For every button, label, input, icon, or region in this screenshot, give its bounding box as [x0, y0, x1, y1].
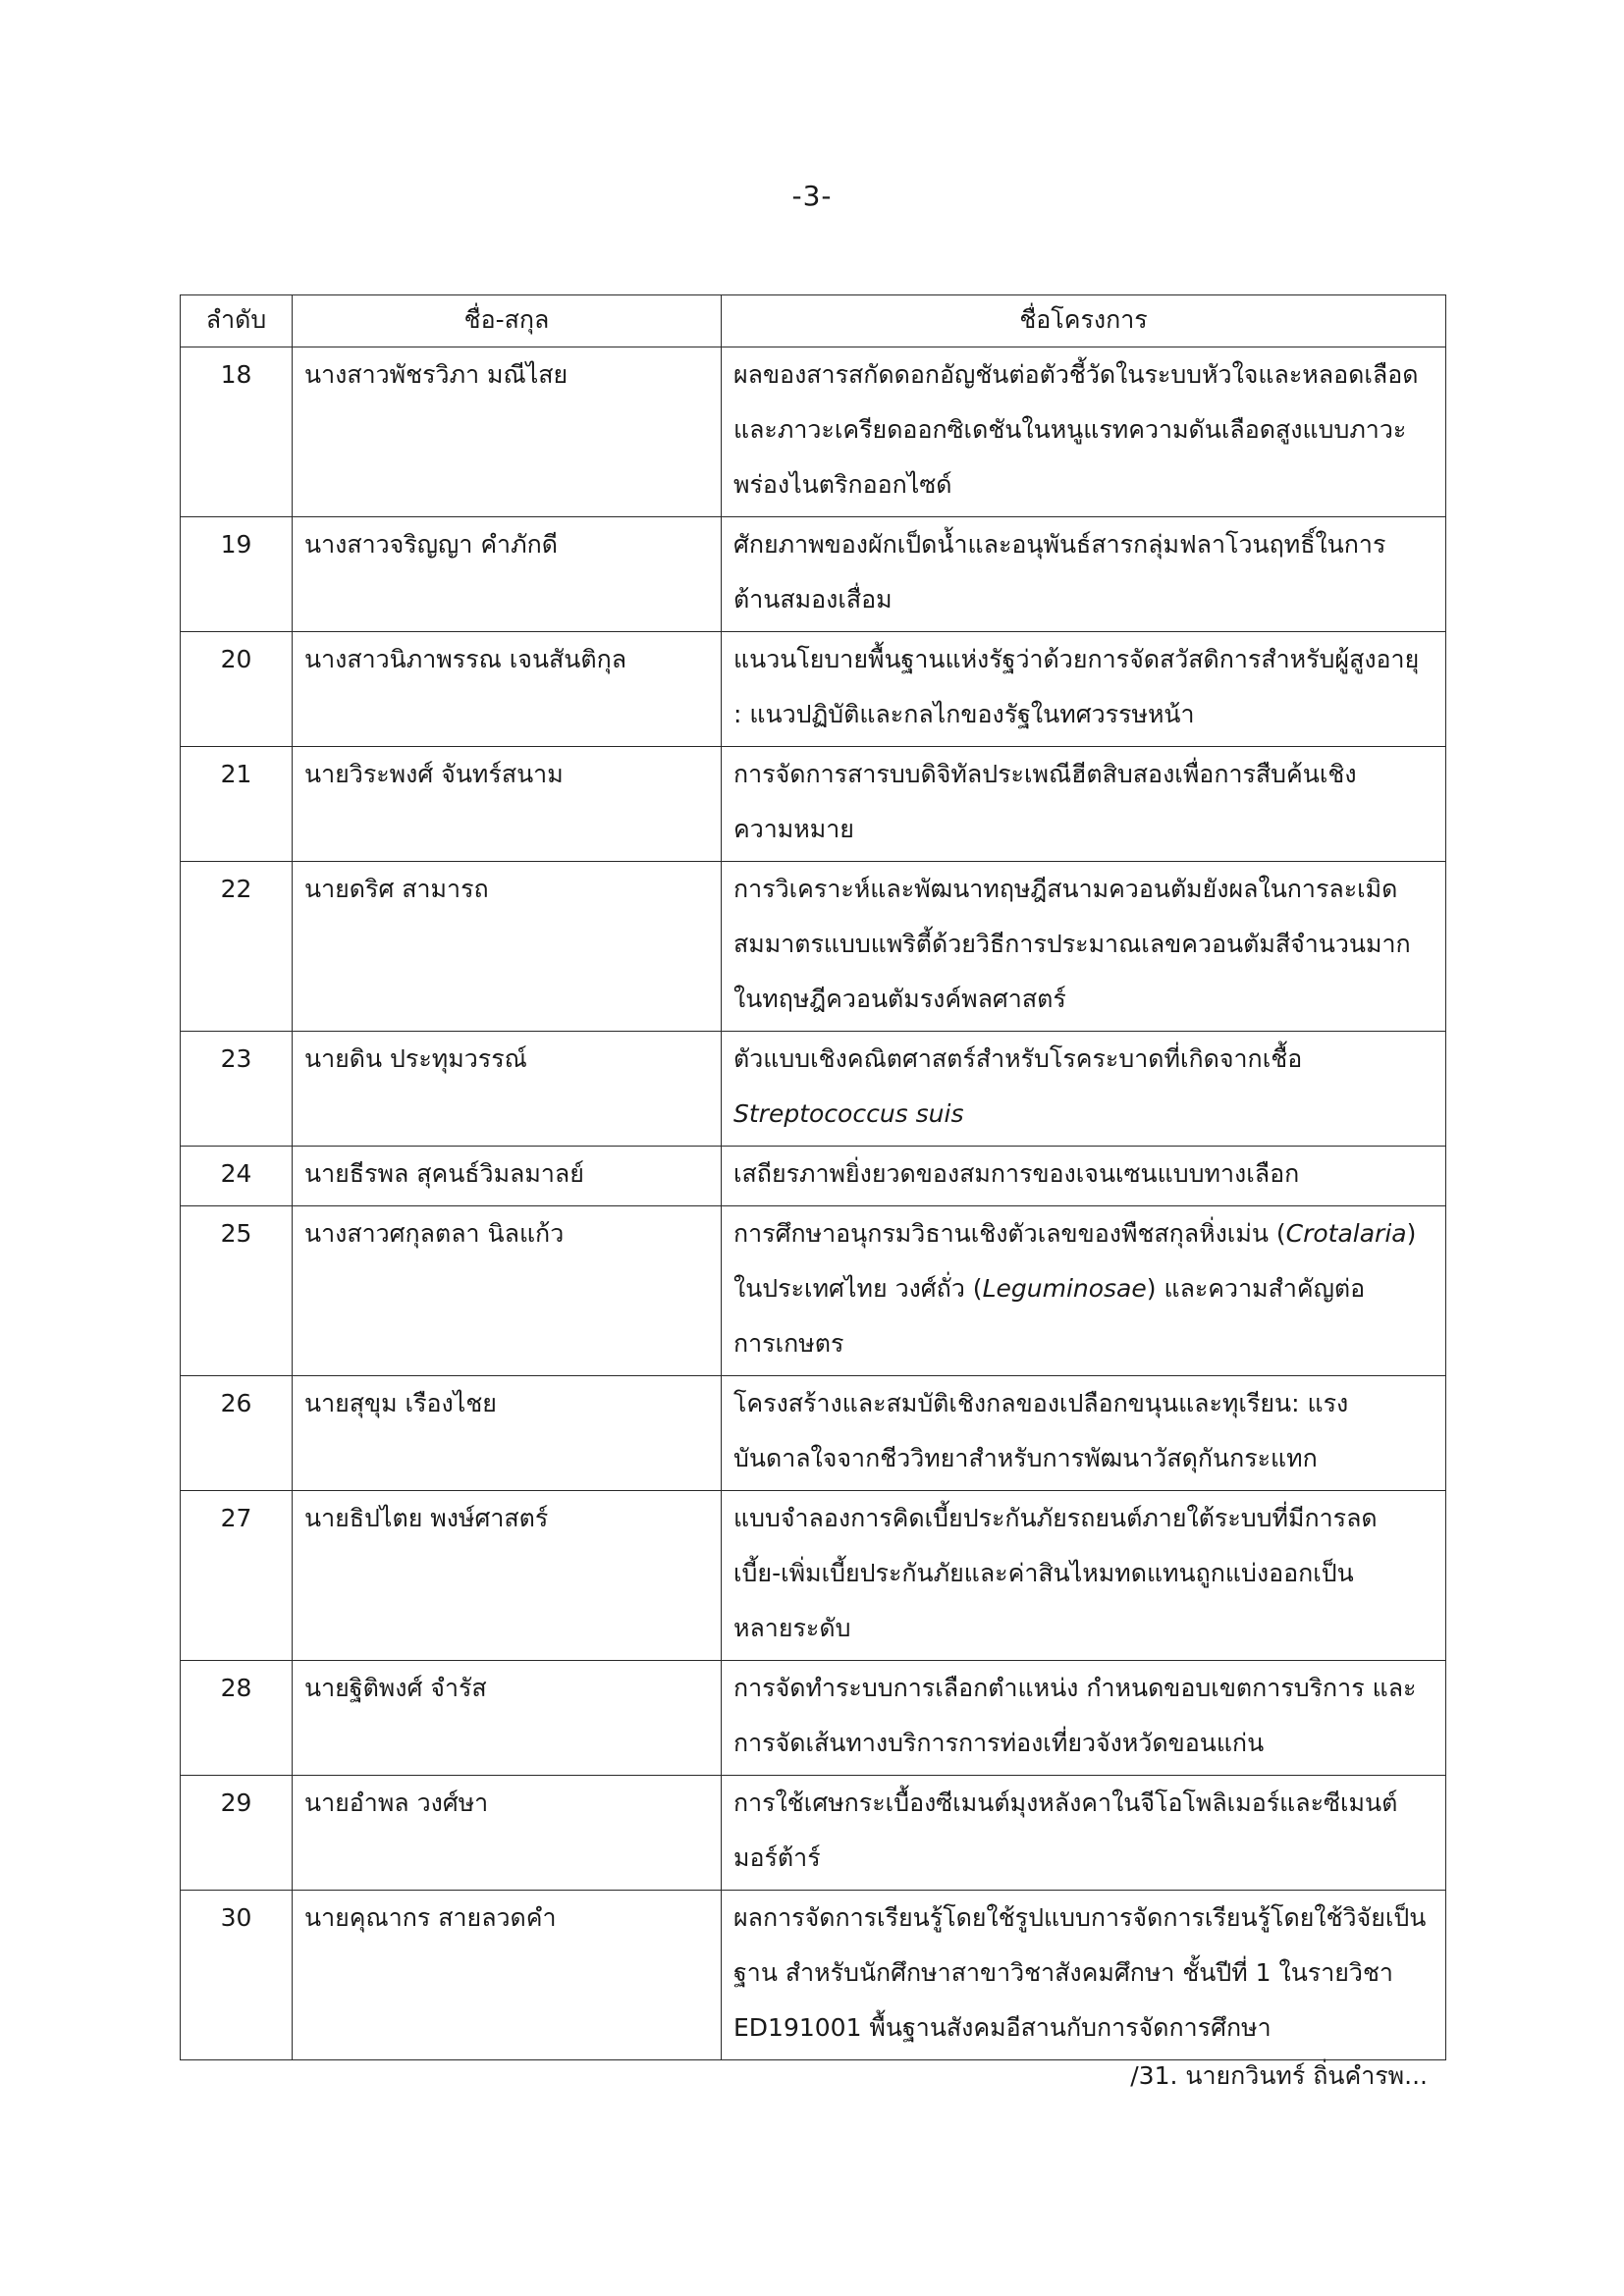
full-name-cell: นายสุขุม เรืองไชย: [293, 1376, 722, 1491]
project-title-line: [733, 1261, 1434, 1316]
project-title-text: ผลการจัดการเรียนรู้โดยใช้รูปแบบการจัดการเรียนรู้โดยใช้วิจัยเป็น: [733, 1903, 1427, 1932]
full-name-cell: นายอำพล วงศ์ษา: [293, 1776, 722, 1891]
project-title-text: ): [1406, 1219, 1417, 1248]
project-title-line: [733, 402, 1434, 457]
order-number-cell: 20: [181, 632, 293, 747]
project-title-cell: [722, 747, 1446, 862]
project-title-line: [733, 347, 1434, 402]
project-title-cell: [722, 1661, 1446, 1776]
project-title-text: พร่องไนตริกออกไซด์: [733, 470, 952, 499]
project-title-text: ในทฤษฎีควอนตัมรงค์พลศาสตร์: [733, 985, 1066, 1013]
table-body: [181, 347, 1446, 2060]
table-row: [181, 747, 1446, 862]
project-title-line: [733, 687, 1434, 742]
order-number-cell: 22: [181, 862, 293, 1032]
project-title-cell: [722, 1032, 1446, 1147]
full-name-cell: นางสาวนิภาพรรณ เจนสันติกุล: [293, 632, 722, 747]
project-title-line: [733, 802, 1434, 857]
project-title-text: ) และความสำคัญต่อ: [1146, 1274, 1366, 1303]
project-title-text: การวิเคราะห์และพัฒนาทฤษฎีสนามควอนตัมยังผลในการละเมิด: [733, 875, 1398, 903]
table-row: [181, 517, 1446, 632]
table-row: [181, 1776, 1446, 1891]
page-number: -3-: [791, 180, 833, 212]
order-number-cell: 18: [181, 347, 293, 517]
project-title-line: [733, 1661, 1434, 1716]
project-title-text: ตัวแบบเชิงคณิตศาสตร์สำหรับโรคระบาดที่เกิดจากเชื้อ: [733, 1044, 1303, 1073]
project-title-text: มอร์ต้าร์: [733, 1843, 821, 1872]
full-name-cell: นายฐิติพงศ์ จำรัส: [293, 1661, 722, 1776]
project-title-cell: [722, 862, 1446, 1032]
project-title-line: [733, 1776, 1434, 1831]
scientific-name-text: Leguminosae: [982, 1274, 1147, 1303]
table-row: [181, 1491, 1446, 1661]
table-row: [181, 1206, 1446, 1376]
project-title-line: [733, 1716, 1434, 1771]
project-title-line: [733, 2001, 1434, 2056]
full-name-cell: นายธิปไตย พงษ์ศาสตร์: [293, 1491, 722, 1661]
project-title-cell: [722, 1376, 1446, 1491]
full-name-cell: นางสาวศกุลตลา นิลแก้ว: [293, 1206, 722, 1376]
project-title-cell: [722, 1776, 1446, 1891]
project-title-cell: [722, 347, 1446, 517]
table-row: [181, 1661, 1446, 1776]
project-title-line: [733, 1891, 1434, 1946]
table-row: [181, 1376, 1446, 1491]
project-title-line: [733, 1147, 1434, 1201]
project-title-text: ED191001 พื้นฐานสังคมอีสานกับการจัดการศึกษา: [733, 2013, 1272, 2042]
project-title-line: [733, 862, 1434, 917]
project-title-line: [733, 1831, 1434, 1886]
table-row: [181, 862, 1446, 1032]
project-title-line: [733, 747, 1434, 802]
project-title-text: ฐาน สำหรับนักศึกษาสาขาวิชาสังคมศึกษา ชั้นปีที่ 1 ในรายวิชา: [733, 1958, 1393, 1987]
header-project-title: ชื่อโครงการ: [722, 295, 1446, 347]
table-row: [181, 1147, 1446, 1206]
project-title-text: เบี้ย-เพิ่มเบี้ยประกันภัยและค่าสินไหมทดแทนถูกแบ่งออกเป็น: [733, 1559, 1354, 1587]
project-title-text: สมมาตรแบบแพริตี้ด้วยวิธีการประมาณเลขควอนตัมสีจำนวนมาก: [733, 930, 1411, 958]
full-name-cell: นายคุณากร สายลวดคำ: [293, 1891, 722, 2060]
project-title-text: ในประเทศไทย วงศ์ถั่ว (: [733, 1274, 983, 1303]
project-title-cell: [722, 1147, 1446, 1206]
order-number-cell: 27: [181, 1491, 293, 1661]
project-title-cell: [722, 632, 1446, 747]
project-title-text: การจัดทำระบบการเลือกตำแหน่ง กำหนดขอบเขตการบริการ และ: [733, 1674, 1417, 1702]
project-title-cell: [722, 1206, 1446, 1376]
project-title-text: โครงสร้างและสมบัติเชิงกลของเปลือกขนุนและทุเรียน: แรง: [733, 1389, 1349, 1417]
full-name-cell: นายธีรพล สุคนธ์วิมลมาลย์: [293, 1147, 722, 1206]
table-row: [181, 1891, 1446, 2060]
order-number-cell: 24: [181, 1147, 293, 1206]
project-title-text: การเกษตร: [733, 1329, 844, 1358]
recipients-table: [180, 294, 1446, 2060]
project-title-line: [733, 572, 1434, 627]
order-number-cell: 21: [181, 747, 293, 862]
table-row: [181, 632, 1446, 747]
scientific-name-text: Crotalaria: [1285, 1219, 1407, 1248]
project-title-text: การศึกษาอนุกรมวิธานเชิงตัวเลขของพืชสกุลหิ่งเม่น (: [733, 1219, 1286, 1248]
project-title-line: [733, 917, 1434, 972]
full-name-cell: นางสาวพัชรวิภา มณีไสย: [293, 347, 722, 517]
project-title-line: [733, 1946, 1434, 2001]
order-number-cell: 28: [181, 1661, 293, 1776]
project-title-line: [733, 632, 1434, 687]
project-title-line: [733, 1087, 1434, 1142]
project-title-text: การใช้เศษกระเบื้องซีเมนต์มุงหลังคาในจีโอโพลิเมอร์และซีเมนต์: [733, 1789, 1398, 1817]
project-title-line: [733, 1032, 1434, 1087]
project-title-text: เสถียรภาพยิ่งยวดของสมการของเจนเซนแบบทางเลือก: [733, 1159, 1300, 1188]
scientific-name-text: Streptococcus suis: [733, 1099, 964, 1128]
full-name-cell: นายดิน ประทุมวรรณ์: [293, 1032, 722, 1147]
full-name-cell: นางสาวจริญญา คำภักดี: [293, 517, 722, 632]
project-title-text: และภาวะเครียดออกซิเดชันในหนูแรทความดันเลือดสูงแบบภาวะ: [733, 415, 1407, 444]
project-title-text: การจัดการสารบบดิจิทัลประเพณีฮีตสิบสองเพื่อการสืบค้นเชิง: [733, 760, 1357, 788]
project-title-text: ความหมาย: [733, 815, 854, 843]
project-title-line: [733, 1206, 1434, 1261]
table-row: [181, 1032, 1446, 1147]
header-full-name: ชื่อ-สกุล: [293, 295, 722, 347]
project-title-line: [733, 1601, 1434, 1656]
project-title-text: ต้านสมองเสื่อม: [733, 585, 893, 614]
project-title-line: [733, 517, 1434, 572]
project-title-line: [733, 1316, 1434, 1371]
project-title-text: บันดาลใจจากชีววิทยาสำหรับการพัฒนาวัสดุกันกระแทก: [733, 1444, 1318, 1472]
header-order-number: ลำดับ: [181, 295, 293, 347]
project-title-text: : แนวปฏิบัติและกลไกของรัฐในทศวรรษหน้า: [733, 700, 1195, 728]
project-title-text: แบบจำลองการคิดเบี้ยประกันภัยรถยนต์ภายใต้ระบบที่มีการลด: [733, 1504, 1378, 1532]
project-title-line: [733, 457, 1434, 512]
project-title-line: [733, 972, 1434, 1027]
table-header-row: [181, 295, 1446, 347]
full-name-cell: นายวิระพงศ์ จันทร์สนาม: [293, 747, 722, 862]
project-title-text: ศักยภาพของผักเป็ดน้ำและอนุพันธ์สารกลุ่มฟลาโวนฤทธิ์ในการ: [733, 530, 1386, 559]
full-name-cell: นายดริศ สามารถ: [293, 862, 722, 1032]
project-title-text: แนวนโยบายพื้นฐานแห่งรัฐว่าด้วยการจัดสวัสดิการสำหรับผู้สูงอายุ: [733, 645, 1420, 673]
project-title-cell: [722, 1491, 1446, 1661]
order-number-cell: 29: [181, 1776, 293, 1891]
project-title-text: ผลของสารสกัดดอกอัญชันต่อตัวชี้วัดในระบบหัวใจและหลอดเลือด: [733, 360, 1419, 389]
order-number-cell: 30: [181, 1891, 293, 2060]
order-number-cell: 26: [181, 1376, 293, 1491]
project-title-cell: [722, 1891, 1446, 2060]
project-title-cell: [722, 517, 1446, 632]
project-title-line: [733, 1376, 1434, 1431]
order-number-cell: 23: [181, 1032, 293, 1147]
continuation-note: /31. นายกวินทร์ ถิ่นคำรพ...: [1130, 2061, 1428, 2090]
project-title-line: [733, 1546, 1434, 1601]
order-number-cell: 19: [181, 517, 293, 632]
project-title-text: หลายระดับ: [733, 1614, 851, 1642]
project-title-line: [733, 1431, 1434, 1486]
order-number-cell: 25: [181, 1206, 293, 1376]
table-row: [181, 347, 1446, 517]
project-title-text: การจัดเส้นทางบริการการท่องเที่ยวจังหวัดขอนแก่น: [733, 1729, 1265, 1757]
project-title-line: [733, 1491, 1434, 1546]
